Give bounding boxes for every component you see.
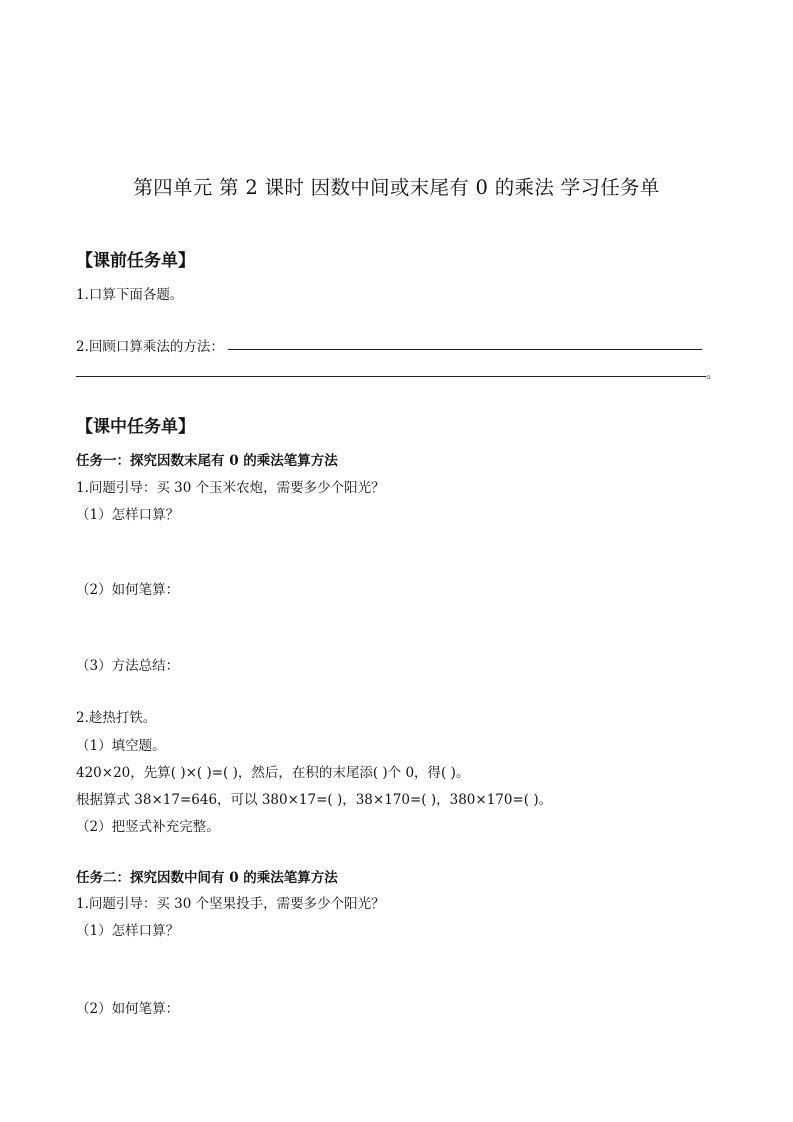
task-2-question-1-2: （2）如何笔算： bbox=[76, 1001, 180, 1017]
pre-class-item-2: 2.回顾口算乘法的方法： bbox=[76, 339, 224, 355]
pre-class-item-2-end: 。 bbox=[706, 366, 720, 382]
task-1-question-1-3: （3）方法总结： bbox=[76, 658, 180, 674]
fill-in-sentence-1: 420×20，先算( )×( )=( )，然后，在积的末尾添( )个 0，得( )。 bbox=[76, 765, 470, 781]
task-2-title: 任务二：探究因数中间有 0 的乘法笔算方法 bbox=[76, 870, 338, 886]
in-class-heading: 【课中任务单】 bbox=[76, 417, 195, 437]
task-2-question-1-1: （1）怎样口算？ bbox=[76, 923, 180, 939]
fill-in-sentence-2: 根据算式 38×17=646，可以 380×17=( )，38×170=( )，380×170=( )。 bbox=[76, 792, 553, 808]
page-title: 第四单元 第 2 课时 因数中间或末尾有 0 的乘法 学习任务单 bbox=[133, 176, 660, 199]
pre-class-heading: 【课前任务单】 bbox=[76, 251, 195, 271]
answer-line-2[interactable] bbox=[76, 376, 706, 377]
answer-line-1[interactable] bbox=[228, 349, 702, 350]
pre-class-item-1: 1.口算下面各题。 bbox=[76, 287, 184, 303]
task-1-question-1-1: （1）怎样口算？ bbox=[76, 507, 180, 523]
task-1-question-2: 2.趁热打铁。 bbox=[76, 710, 157, 726]
task-1-question-2-2: （2）把竖式补充完整。 bbox=[76, 819, 220, 835]
task-1-question-2-1: （1）填空题。 bbox=[76, 738, 166, 754]
task-1-question-1-2: （2）如何笔算： bbox=[76, 582, 180, 598]
task-1-title: 任务一：探究因数末尾有 0 的乘法笔算方法 bbox=[76, 453, 338, 469]
task-1-question-1: 1.问题引导：买 30 个玉米农炮，需要多少个阳光？ bbox=[76, 480, 385, 496]
task-2-question-1: 1.问题引导：买 30 个坚果投手，需要多少个阳光？ bbox=[76, 896, 385, 912]
